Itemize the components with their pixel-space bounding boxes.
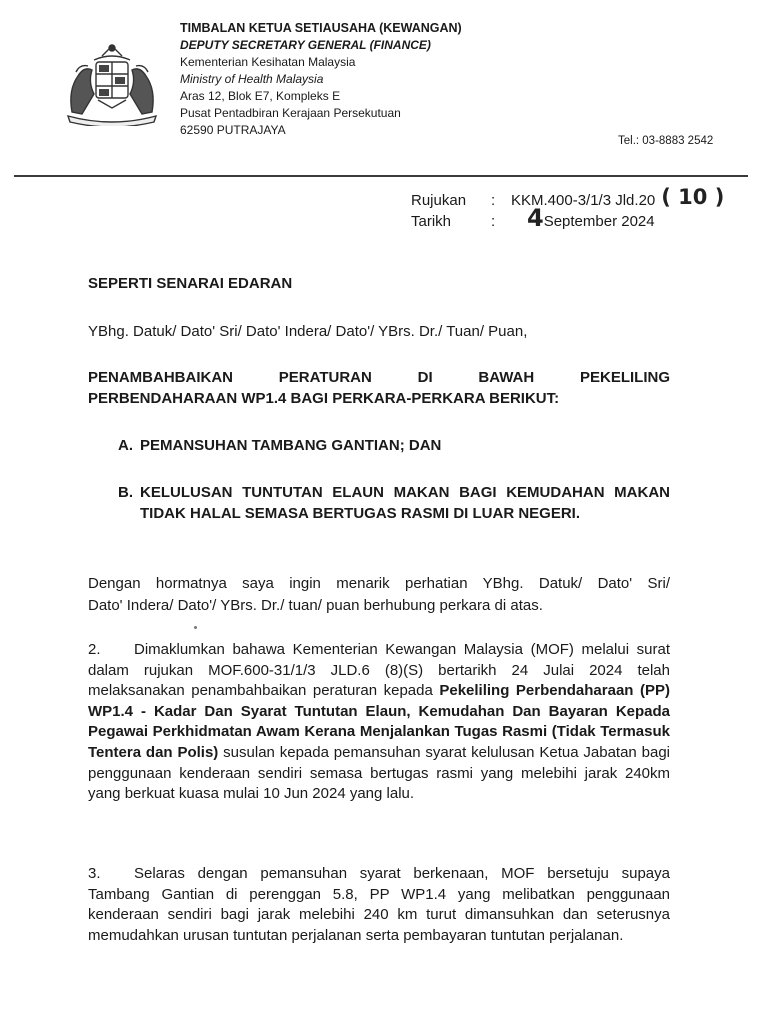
telephone-number: Tel.: 03-8883 2542 — [618, 135, 714, 147]
date-label: Tarikh — [411, 213, 452, 230]
paragraph-3-number: 3. — [88, 865, 101, 882]
opening-line-2: Dato' Indera/ Dato'/ YBrs. Dr./ tuan/ puan berhubung perkara di atas. — [88, 597, 543, 614]
address-line-2: Pusat Pentadbiran Kerajaan Persekutuan — [180, 106, 401, 120]
ministry-name-ms: Kementerian Kesihatan Malaysia — [180, 55, 356, 69]
letterhead — [180, 20, 462, 139]
item-b-text: KELULUSAN TUNTUTAN ELAUN MAKAN BAGI KEMUDAHAN MAKAN TIDAK HALAL SEMASA BERTUGAS RASMI DI LUAR NEGERI. — [140, 484, 670, 522]
office-title-en: DEPUTY SECRETARY GENERAL (FINANCE) — [180, 38, 431, 52]
reference-number: KKM.400-3/1/3 Jld.20 — [511, 192, 656, 209]
header-divider — [14, 175, 748, 177]
paragraph-2-number: 2. — [88, 641, 101, 658]
reference-colon: : — [491, 192, 496, 209]
salutation: YBhg. Datuk/ Dato' Sri/ Dato' Indera/ Dato'/ YBrs. Dr./ Tuan/ Puan, — [88, 323, 528, 340]
paragraph-3 — [88, 864, 670, 946]
office-title-ms: TIMBALAN KETUA SETIAUSAHA (KEWANGAN) — [180, 21, 462, 35]
subject-line-1: PENAMBAHBAIKAN PERATURAN DI BAWAH PEKELILING — [88, 369, 670, 386]
subject-line-2: PERBENDAHARAAN WP1.4 BAGI PERKARA-PERKARA BERIKUT: — [88, 390, 560, 407]
paragraph-2-text-part2: susulan kepada pemansuhan syarat kelulusan Ketua Jabatan bagi penggunaan kenderaan sendiri semasa bertugas rasmi yang melebihi jarak 240km yang berkuat kuasa mulai 10 Jun 2024 yang lalu. — [88, 743, 670, 803]
subject-item-b — [118, 482, 670, 524]
handwritten-reference-suffix: ( 10 ) — [661, 185, 725, 209]
date-month-year: September 2024 — [543, 213, 655, 230]
item-b-letter: B. — [118, 484, 133, 501]
ministry-name-en: Ministry of Health Malaysia — [180, 72, 324, 86]
paragraph-2-text-part1: Dimaklumkan bahawa Kementerian Kewangan Malaysia (MOF) melalui surat dalam rujukan MOF.600-31/1/3 JLD.6 (8)(S) bertarikh 24 Julai 2024 telah melaksanakan penambahbaikan peraturan kepada — [88, 641, 670, 700]
paragraph-3-text: Selaras dengan pemansuhan syarat berkenaan, MOF bersetuju supaya Tambang Gantian di perenggan 5.8, PP WP1.4 yang melibatkan penggunaan kenderaan sendiri bagi jarak melebihi 240 km turut dimansuhkan dan seterusnya memudahkan urusan tuntutan perjalanan serta pembayaran tuntutan perjalanan. — [88, 865, 670, 944]
paragraph-2 — [88, 640, 670, 805]
date-colon: : — [491, 213, 496, 230]
opening-line-1: Dengan hormatnya saya ingin menarik perhatian YBhg. Datuk/ Dato' Sri/ — [88, 575, 670, 592]
recipient-line: SEPERTI SENARAI EDARAN — [88, 275, 293, 292]
item-a-letter: A. — [118, 437, 133, 454]
address-line-1: Aras 12, Blok E7, Kompleks E — [180, 89, 341, 103]
reference-block — [411, 185, 725, 232]
reference-label: Rujukan — [411, 192, 467, 209]
item-a-text: PEMANSUHAN TAMBANG GANTIAN; DAN — [140, 437, 442, 454]
address-line-3: 62590 PUTRAJAYA — [180, 123, 286, 137]
scan-speck — [194, 626, 197, 629]
handwritten-date-day: 4 — [527, 204, 544, 232]
malaysia-coat-of-arms-icon — [58, 42, 166, 126]
subject-item-a — [118, 435, 670, 456]
paragraph-2-circular-title: Pekeliling Perbendaharaan (PP) WP1.4 - Kadar Dan Syarat Tuntutan Elaun, Kemudahan Dan Bayaran Kepada Pegawai Perkhidmatan Awam Kerana Menjalankan Tugas Rasmi (Tidak Termasuk Tentera dan Polis) — [88, 682, 670, 761]
